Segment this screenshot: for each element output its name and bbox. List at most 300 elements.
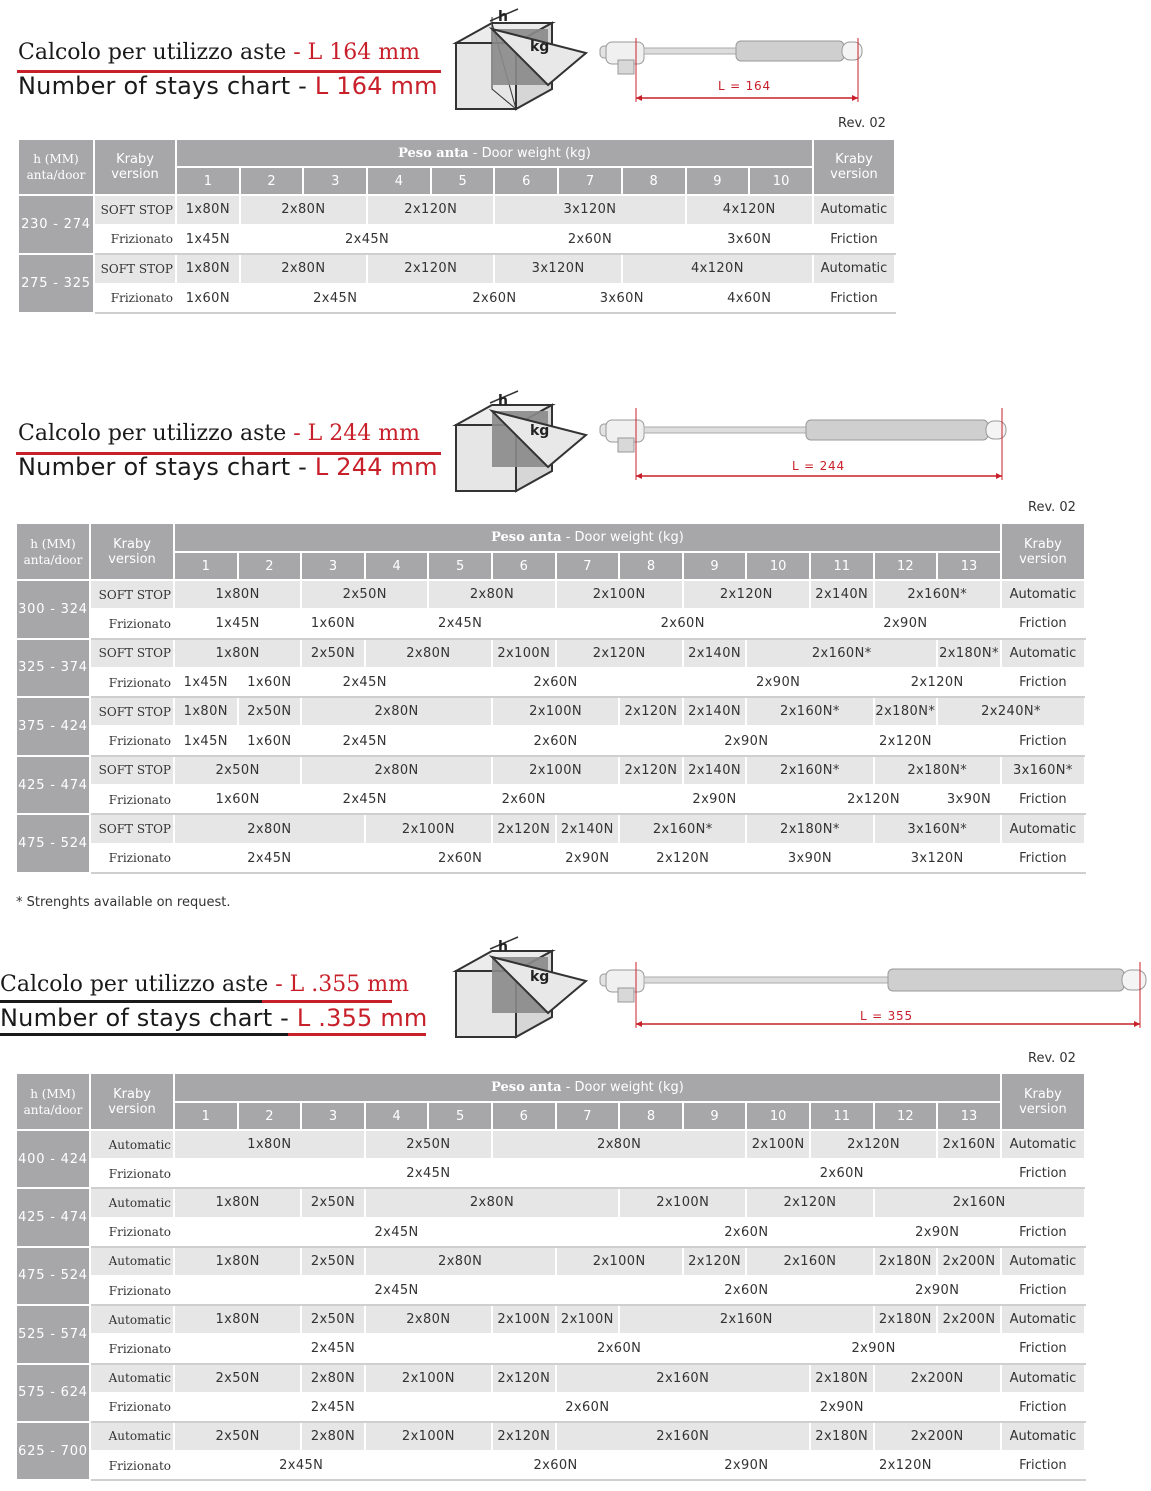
stay-config-cell: 2x90N (810, 609, 1001, 638)
stay-config-cell: 2x50N (301, 580, 428, 609)
kg-label: kg (530, 39, 550, 55)
stay-config-cell: 4x120N (686, 195, 813, 225)
cabinet-illustration (452, 387, 588, 497)
stay-config-cell: 2x160N (619, 1305, 873, 1334)
stay-config-cell: 1x60N (174, 785, 301, 814)
version-cell: Frizionato (90, 1218, 174, 1247)
stay-config-cell: 1x45N (174, 726, 238, 755)
stay-config-cell: 2x180N (810, 1364, 874, 1393)
weight-column-header: 8 (619, 552, 683, 580)
stay-config-cell: 2x60N (492, 1393, 683, 1422)
weight-column-header: 13 (937, 1102, 1001, 1130)
table-row (16, 580, 1086, 609)
length-label: L = 355 (860, 1009, 913, 1023)
cabinet-illustration (452, 933, 588, 1043)
kraby-kind-cell: Friction (1001, 1393, 1085, 1422)
stay-config-cell: 3x160N* (874, 814, 1001, 843)
kraby-version-header-right (813, 139, 895, 195)
table-row (16, 1393, 1086, 1422)
stay-config-cell: 2x100N (492, 697, 619, 726)
kraby-label: Kraby (1024, 536, 1062, 552)
weight-column-header: 9 (683, 1102, 747, 1130)
stay-config-cell: 2x120N (619, 756, 683, 785)
stay-config-cell: 2x180N* (746, 814, 873, 843)
stay-config-cell: 2x80N (365, 1305, 492, 1334)
h-anta-door-header (16, 1073, 90, 1130)
stay-config-cell: 2x50N (174, 1364, 301, 1393)
kraby-kind-cell: Automatic (1001, 1247, 1085, 1276)
stay-config-cell: 2x90N (556, 844, 620, 873)
stay-config-cell: 1x80N (174, 1130, 365, 1159)
stays-table-244 (15, 522, 1087, 874)
version-cell: Frizionato (90, 609, 174, 638)
kraby-kind-cell: Friction (1001, 785, 1085, 814)
stay-config-cell: 2x80N (301, 697, 492, 726)
kraby-kind-cell: Automatic (813, 254, 895, 284)
door-weight-header (174, 523, 1001, 552)
section3-title-rule-black (0, 1000, 262, 1003)
stay-config-cell: 2x45N (301, 668, 428, 697)
stay-config-cell: 1x80N (174, 1247, 301, 1276)
stay-config-cell: 1x80N (176, 195, 240, 225)
stay-config-cell: 1x80N (174, 697, 238, 726)
h-mm-label: h (MM) (33, 152, 79, 166)
stay-config-cell: 2x45N (174, 844, 365, 873)
kraby-kind-cell: Friction (1001, 1451, 1085, 1480)
version-cell: SOFT STOP (90, 580, 174, 609)
weight-column-header: 11 (810, 552, 874, 580)
stay-config-cell: 4x120N (622, 254, 813, 284)
version-cell: Automatic (90, 1364, 174, 1393)
stay-config-cell: 1x80N (174, 580, 301, 609)
stay-config-cell: 2x45N (174, 1218, 619, 1247)
stay-config-cell: 2x120N (746, 1188, 873, 1217)
stay-config-cell: 2x120N (367, 195, 494, 225)
kraby-kind-cell: Friction (813, 225, 895, 255)
kraby-version-header (94, 139, 176, 195)
kraby-kind-cell: Automatic (1001, 1305, 1085, 1334)
stay-config-cell: 2x90N (683, 1393, 1001, 1422)
stay-config-cell: 2x120N (810, 1451, 1001, 1480)
stay-config-cell: 1x45N (174, 668, 238, 697)
table-row (16, 668, 1086, 697)
weight-column-header: 2 (238, 1102, 302, 1130)
stay-config-cell: 1x80N (174, 1305, 301, 1334)
h-mm-label: h (MM) (30, 536, 76, 551)
stay-config-cell: 2x50N (301, 1188, 365, 1217)
table-row (16, 1276, 1086, 1305)
kraby-version-header (90, 523, 174, 580)
stay-config-cell: 2x60N (428, 1451, 682, 1480)
table-row (16, 1130, 1086, 1159)
stay-config-cell: 2x160N* (874, 580, 1001, 609)
version-cell: SOFT STOP (90, 697, 174, 726)
stay-config-cell: 2x80N (174, 814, 365, 843)
table-row (16, 844, 1086, 873)
stay-config-cell: 2x140N (683, 697, 747, 726)
h-anta-door-header (18, 139, 94, 195)
section1-title-en: Number of stays chart - L 164 mm (18, 72, 438, 100)
stay-config-cell: 2x80N (365, 1188, 619, 1217)
stay-config-cell: 2x200N (874, 1364, 1001, 1393)
stay-config-cell: 2x180N* (874, 697, 938, 726)
stay-config-cell: 2x60N (428, 726, 682, 755)
door-weight-header (176, 139, 813, 167)
stay-config-cell: 4x60N (686, 284, 813, 314)
stay-config-cell: 2x50N (301, 1247, 365, 1276)
stay-config-cell: 3x60N (686, 225, 813, 255)
weight-column-header: 10 (749, 167, 813, 195)
door-weight-label: - Door weight (kg) (468, 145, 591, 161)
table-row (18, 225, 895, 255)
weight-column-header: 11 (810, 1102, 874, 1130)
version-label: version (830, 167, 878, 182)
stay-config-cell: 2x45N (301, 785, 428, 814)
stay-config-cell: 2x90N (874, 1218, 1001, 1247)
version-cell: Automatic (90, 1422, 174, 1451)
gas-stay-illustration (596, 30, 876, 105)
stay-config-cell: 1x60N (238, 726, 302, 755)
version-cell: Frizionato (90, 1159, 174, 1188)
stay-config-cell: 2x160N* (746, 639, 937, 668)
version-cell: SOFT STOP (90, 639, 174, 668)
version-label: version (1019, 1101, 1067, 1117)
stay-config-cell: 2x160N (556, 1364, 810, 1393)
stay-config-cell: 1x60N (176, 284, 240, 314)
section1-title-it: Calcolo per utilizzo aste - L 164 mm (18, 40, 420, 65)
kraby-label: Kraby (835, 152, 873, 167)
cabinet-illustration (452, 5, 588, 115)
h-mm-label: h (MM) (30, 1086, 76, 1101)
stay-config-cell: 2x140N (683, 756, 747, 785)
version-cell: Frizionato (90, 668, 174, 697)
section3-title-rule (262, 1000, 392, 1003)
table-row (16, 1364, 1086, 1393)
stay-config-cell: 2x100N (556, 1247, 683, 1276)
stay-config-cell: 2x90N (683, 668, 874, 697)
stay-config-cell: 2x50N (174, 756, 301, 785)
stay-config-cell: 2x120N (810, 1130, 937, 1159)
version-cell: Frizionato (90, 1334, 174, 1363)
stays-table-355 (15, 1072, 1087, 1481)
stay-config-cell: 2x90N (683, 1451, 810, 1480)
stay-config-cell: 2x90N (683, 726, 810, 755)
version-label: version (108, 551, 156, 567)
table-row (16, 785, 1086, 814)
weight-column-header: 9 (686, 167, 750, 195)
kraby-kind-cell: Friction (1001, 609, 1085, 638)
version-cell: SOFT STOP (90, 756, 174, 785)
footnote: * Strenghts available on request. (16, 895, 231, 910)
stay-config-cell: 2x100N (365, 1364, 492, 1393)
version-cell: Frizionato (90, 1393, 174, 1422)
stay-config-cell: 2x45N (174, 1451, 428, 1480)
table-row (16, 1218, 1086, 1247)
h-label: h (498, 939, 508, 955)
stay-config-cell: 2x50N (238, 697, 302, 726)
weight-column-header: 2 (240, 167, 304, 195)
weight-column-header: 1 (174, 1102, 238, 1130)
stay-config-cell: 2x160N* (746, 756, 873, 785)
weight-column-header: 2 (238, 552, 302, 580)
anta-door-label: anta/door (23, 1102, 83, 1117)
stay-config-cell: 2x80N (365, 1247, 556, 1276)
version-cell: Frizionato (90, 785, 174, 814)
section3-under-rule (288, 1033, 426, 1036)
peso-anta-label: Peso anta (491, 1080, 562, 1095)
height-range-cell: 575 - 624 (16, 1364, 90, 1422)
weight-column-header: 12 (874, 552, 938, 580)
stay-config-cell: 2x80N (240, 195, 367, 225)
stay-config-cell: 2x180N (874, 1305, 938, 1334)
stay-config-cell: 2x45N (174, 1393, 492, 1422)
kraby-kind-cell (1085, 756, 1086, 785)
stay-config-cell: 2x140N (556, 814, 620, 843)
version-cell: Frizionato (94, 284, 176, 314)
weight-column-header: 10 (746, 552, 810, 580)
stay-config-cell: 3x120N (494, 195, 685, 225)
table-row (16, 1188, 1086, 1217)
kraby-kind-cell: Friction (1001, 1159, 1085, 1188)
stay-config-cell: 2x45N (174, 1276, 619, 1305)
weight-column-header: 1 (174, 552, 238, 580)
stay-config-cell: 2x100N (746, 1130, 810, 1159)
stay-config-cell: 3x90N (937, 785, 1001, 814)
stay-config-cell: 2x45N (301, 726, 428, 755)
stay-config-cell: 2x80N (365, 639, 492, 668)
height-range-cell: 230 - 274 (18, 195, 94, 254)
kraby-label: Kraby (113, 1086, 151, 1102)
kraby-label: Kraby (1024, 1086, 1062, 1102)
table-row (16, 1247, 1086, 1276)
stay-config-cell: 1x45N (174, 609, 301, 638)
height-range-cell: 275 - 325 (18, 254, 94, 313)
revision-label: Rev. 02 (838, 116, 886, 131)
table-row (16, 814, 1086, 843)
version-cell: Frizionato (90, 1276, 174, 1305)
table-row (18, 254, 895, 284)
kraby-kind-cell (1085, 697, 1086, 726)
stay-config-cell: 2x160N* (746, 697, 873, 726)
stay-config-cell: 2x80N (492, 1130, 746, 1159)
weight-column-header: 4 (365, 552, 429, 580)
kraby-kind-cell: Friction (1001, 1334, 1085, 1363)
version-label: version (108, 1101, 156, 1117)
weight-column-header: 7 (556, 1102, 620, 1130)
stay-config-cell: 2x80N (301, 756, 492, 785)
stay-config-cell: 2x90N (746, 1334, 1001, 1363)
peso-anta-label: Peso anta (398, 145, 469, 161)
h-anta-door-header (16, 523, 90, 580)
weight-column-header: 8 (622, 167, 686, 195)
kg-label: kg (530, 423, 550, 439)
stay-config-cell: 2x45N (240, 284, 431, 314)
stay-config-cell: 2x45N (240, 225, 495, 255)
version-cell: Automatic (90, 1247, 174, 1276)
kraby-kind-cell: Automatic (1001, 639, 1085, 668)
height-range-cell: 525 - 574 (16, 1305, 90, 1363)
stay-config-cell: 2x160N (746, 1247, 873, 1276)
stay-config-cell: 1x80N (174, 1188, 301, 1217)
stay-config-cell: 2x100N (556, 1305, 620, 1334)
stay-config-cell: 1x45N (176, 225, 240, 255)
weight-column-header: 5 (428, 552, 492, 580)
weight-column-header: 12 (874, 1102, 938, 1130)
revision-label: Rev. 02 (1028, 1051, 1076, 1066)
height-range-cell: 475 - 524 (16, 814, 90, 873)
stay-config-cell: 2x120N (874, 668, 1001, 697)
kraby-version-header-right (1001, 523, 1085, 580)
stay-config-cell: 2x45N (174, 1159, 683, 1188)
stay-config-cell: 2x200N (874, 1422, 1001, 1451)
height-range-cell: 300 - 324 (16, 580, 90, 639)
stay-config-cell: 2x180N (874, 1247, 938, 1276)
stay-config-cell: 2x180N (810, 1422, 874, 1451)
anta-door-label: anta/door (23, 552, 83, 567)
stay-config-cell: 1x80N (176, 254, 240, 284)
stay-config-cell: 2x120N (492, 814, 556, 843)
table-row (16, 1305, 1086, 1334)
kraby-kind-cell: Automatic (813, 195, 895, 225)
h-label: h (498, 9, 508, 25)
table-row (16, 726, 1086, 755)
stay-config-cell: 3x120N (494, 254, 621, 284)
height-range-cell: 325 - 374 (16, 639, 90, 698)
section3-under-rule-black (0, 1033, 288, 1036)
version-label: version (1019, 551, 1067, 567)
version-cell: SOFT STOP (90, 814, 174, 843)
stay-config-cell: 2x120N (619, 844, 746, 873)
stay-config-cell: 2x140N (683, 639, 747, 668)
stay-config-cell: 1x60N (238, 668, 302, 697)
stay-config-cell: 3x60N (558, 284, 685, 314)
height-range-cell: 475 - 524 (16, 1247, 90, 1305)
stay-config-cell: 2x120N (810, 726, 1001, 755)
weight-column-header: 5 (428, 1102, 492, 1130)
version-cell: SOFT STOP (94, 254, 176, 284)
stay-config-cell: 2x90N (874, 1276, 1001, 1305)
weight-column-header: 3 (301, 552, 365, 580)
stay-config-cell: 2x60N (431, 284, 558, 314)
height-range-cell: 625 - 700 (16, 1422, 90, 1480)
stay-config-cell: 2x120N (683, 580, 810, 609)
stay-config-cell: 2x120N (683, 1247, 747, 1276)
stay-config-cell: 2x90N (619, 785, 810, 814)
stay-config-cell: 2x200N (937, 1305, 1001, 1334)
stay-config-cell: 2x45N (174, 1334, 492, 1363)
stay-config-cell: 2x60N (365, 844, 556, 873)
kraby-kind-cell: Automatic (1001, 1422, 1085, 1451)
table-row (18, 195, 895, 225)
stay-config-cell: 2x60N (556, 609, 810, 638)
weight-column-header: 6 (492, 1102, 556, 1130)
weight-column-header: 5 (431, 167, 495, 195)
kraby-label: Kraby (113, 536, 151, 552)
stay-config-cell: 2x160N* (619, 814, 746, 843)
stay-config-cell: 1x80N (174, 639, 301, 668)
stay-config-cell: 2x120N (556, 639, 683, 668)
stay-config-cell: 2x120N (492, 1364, 556, 1393)
version-cell: Frizionato (94, 225, 176, 255)
version-cell: Frizionato (90, 726, 174, 755)
kraby-version-header-right (1001, 1073, 1085, 1130)
stay-config-cell: 2x50N (365, 1130, 492, 1159)
kraby-kind-cell: Automatic (1001, 1130, 1085, 1159)
weight-column-header: 6 (492, 552, 556, 580)
weight-column-header: 7 (556, 552, 620, 580)
kraby-kind-cell: Automatic (1001, 1364, 1085, 1393)
stay-config-cell: 2x100N (365, 814, 492, 843)
version-cell: SOFT STOP (94, 195, 176, 225)
kraby-kind-cell: Friction (1001, 844, 1085, 873)
stay-config-cell: 2x45N (365, 609, 556, 638)
stay-config-cell: 1x60N (301, 609, 365, 638)
stay-config-cell: 2x60N (492, 1334, 746, 1363)
table-row (16, 1422, 1086, 1451)
stay-config-cell: 3x120N (874, 844, 1001, 873)
stay-config-cell: 2x120N (619, 697, 683, 726)
stay-config-cell: 2x50N (301, 639, 365, 668)
h-label: h (498, 393, 508, 409)
stay-config-cell: 2x60N (494, 225, 685, 255)
table-row (16, 1159, 1086, 1188)
kg-label: kg (530, 969, 550, 985)
weight-column-header: 4 (367, 167, 431, 195)
weight-column-header: 10 (746, 1102, 810, 1130)
version-cell: Automatic (90, 1188, 174, 1217)
stay-config-cell: 2x120N (367, 254, 494, 284)
section3-title-en: Number of stays chart - L .355 mm (0, 1004, 428, 1032)
weight-column-header: 3 (301, 1102, 365, 1130)
length-label: L = 164 (718, 79, 771, 93)
stay-config-cell: 2x180N* (937, 639, 1001, 668)
stay-config-cell: 2x50N (301, 1305, 365, 1334)
stay-config-cell: 2x160N (874, 1188, 1085, 1217)
table-row (16, 639, 1086, 668)
weight-column-header: 6 (494, 167, 558, 195)
stay-config-cell: 2x50N (174, 1422, 301, 1451)
door-weight-header (174, 1073, 1001, 1102)
weight-column-header: 4 (365, 1102, 429, 1130)
version-cell: Automatic (90, 1305, 174, 1334)
stay-config-cell: 2x80N (240, 254, 367, 284)
height-range-cell: 425 - 474 (16, 756, 90, 815)
stay-config-cell: 2x100N (619, 1188, 746, 1217)
section3-title-it: Calcolo per utilizzo aste - L .355 mm (0, 972, 409, 997)
kraby-kind-cell: Automatic (1001, 814, 1085, 843)
stay-config-cell: 2x120N (492, 1422, 556, 1451)
stay-config-cell: 2x60N (428, 668, 682, 697)
kraby-version-header (90, 1073, 174, 1130)
kraby-kind-cell: Friction (1001, 726, 1085, 755)
stay-config-cell: 2x80N (428, 580, 555, 609)
length-label: L = 244 (792, 459, 845, 473)
door-weight-label: - Door weight (kg) (561, 1080, 684, 1095)
stay-config-cell: 3x90N (746, 844, 873, 873)
table-row (16, 697, 1086, 726)
stay-config-cell: 2x100N (492, 756, 619, 785)
stay-config-cell: 2x160N (937, 1130, 1001, 1159)
peso-anta-label: Peso anta (491, 530, 562, 545)
kraby-kind-cell: Friction (1001, 668, 1085, 697)
height-range-cell: 400 - 424 (16, 1130, 90, 1188)
version-label: version (111, 167, 159, 182)
stay-config-cell: 2x80N (301, 1364, 365, 1393)
weight-column-header: 3 (303, 167, 367, 195)
stay-config-cell: 2x80N (301, 1422, 365, 1451)
height-range-cell: 375 - 424 (16, 697, 90, 756)
table-row (16, 609, 1086, 638)
